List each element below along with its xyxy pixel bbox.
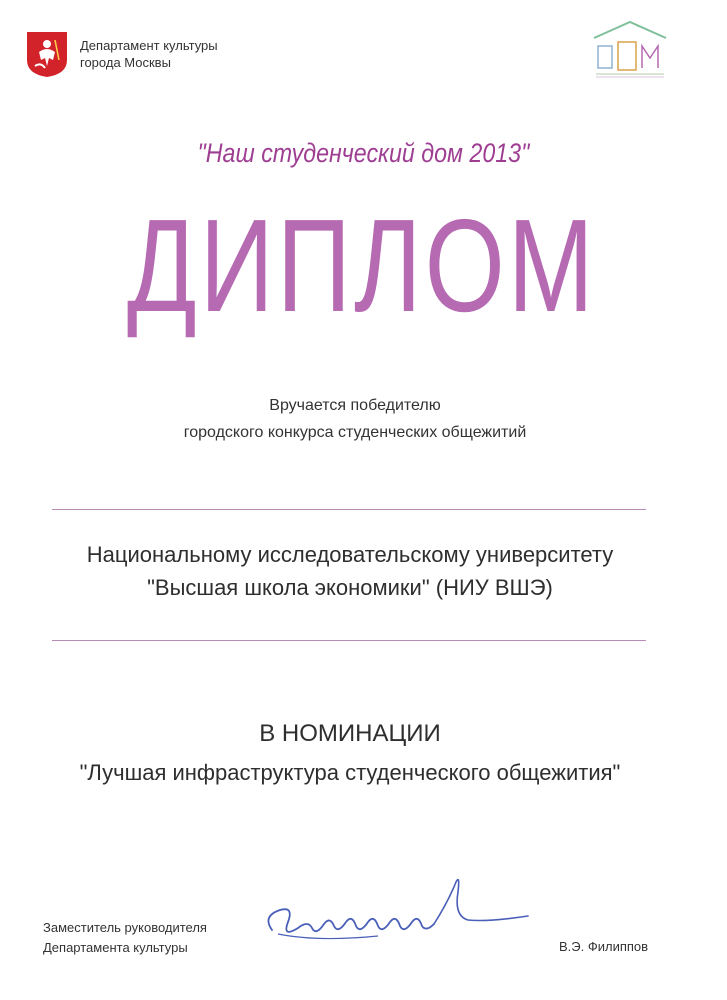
- signer-name: В.Э. Филиппов: [559, 939, 649, 954]
- department-name: [80, 37, 218, 71]
- department-line-2: города Москвы: [80, 55, 171, 70]
- award-line-1: Вручается победителю: [269, 397, 441, 414]
- award-line-2: городского конкурса студенческих общежитий: [183, 424, 527, 441]
- recipient-line-1: Национальному исследовательскому университету: [86, 542, 614, 567]
- recipient-name: [0, 538, 700, 604]
- nomination-heading: В НОМИНАЦИИ: [259, 720, 441, 747]
- signer-position-line-2: Департамента культуры: [43, 940, 188, 955]
- dom-house-logo: [590, 18, 670, 80]
- event-title: "Наш студенческий дом 2013": [197, 138, 530, 168]
- award-statement: [0, 392, 710, 446]
- handwritten-signature: [258, 872, 538, 962]
- signer-position-line-1: Заместитель руководителя: [43, 920, 207, 935]
- divider-top: [52, 509, 646, 510]
- recipient-line-2: "Высшая школа экономики" (НИУ ВШЭ): [147, 575, 553, 600]
- divider-bottom: [52, 640, 646, 641]
- nomination-title: "Лучшая инфраструктура студенческого общежития": [79, 760, 621, 785]
- signer-position: [43, 918, 207, 958]
- diploma-heading: ДИПЛОМ: [126, 192, 597, 339]
- department-line-1: Департамент культуры: [80, 38, 218, 53]
- moscow-coat-of-arms-icon: [25, 30, 69, 78]
